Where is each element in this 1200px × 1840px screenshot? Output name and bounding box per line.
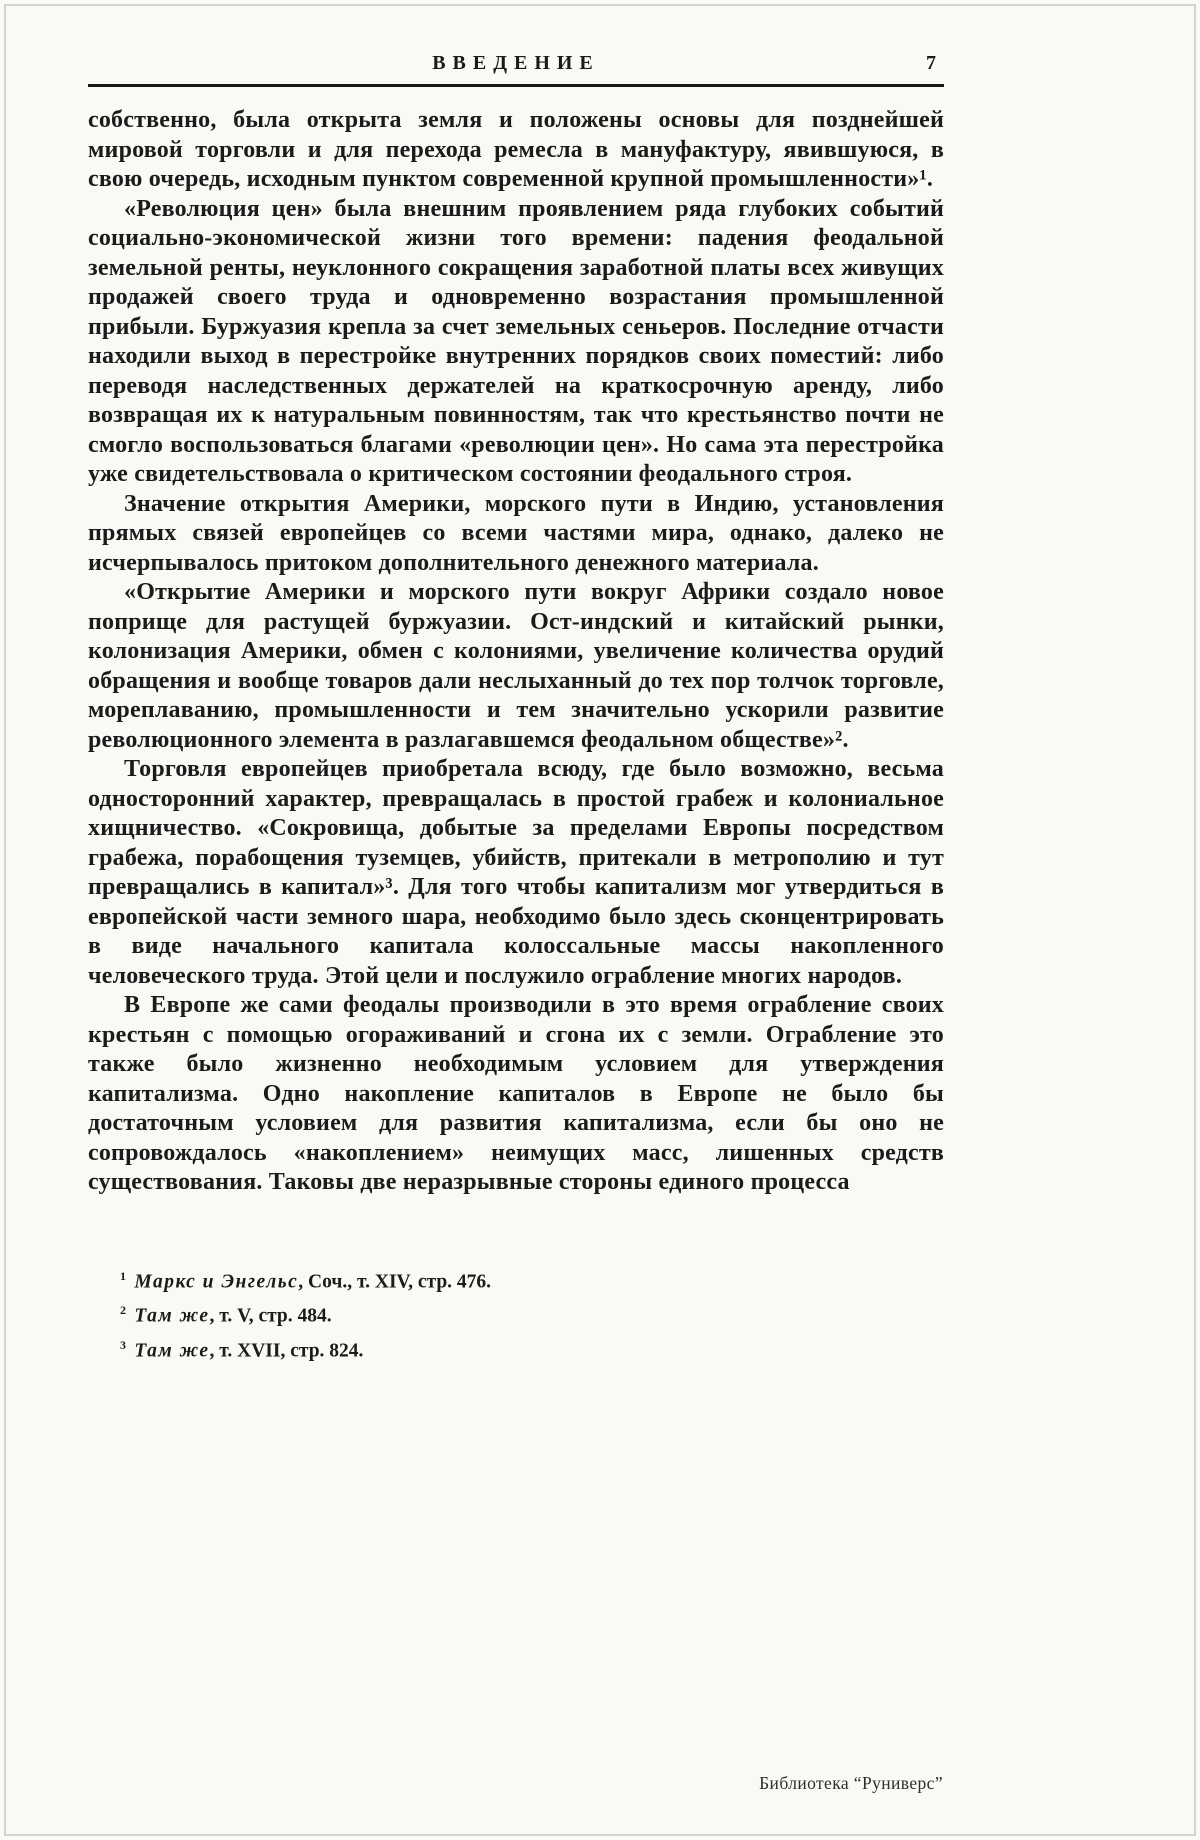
footnote-marker: 2 <box>120 1303 126 1317</box>
page-header <box>88 52 944 80</box>
paragraph: Торговля европейцев приобретала всюду, где было возможно, весьма односторонний характер, превращалась в простой грабеж и колониальное хищничество. «Сокровища, добытые за пределами Европы посредством грабежа, порабощения туземцев, убийств, притекали в метрополию и тут превращались в капитал»³. Для того чтобы капитализм мог утвердиться в европейской части земного шара, необходимо было здесь сконцентрировать в виде начального капитала колоссальные массы накопленного человеческого труда. Этой цели и послужило ограбление многих народов. <box>88 756 944 989</box>
footnotes <box>88 1262 944 1366</box>
footnote-marker: 3 <box>120 1337 126 1352</box>
text-column <box>88 0 944 1365</box>
footnote-text: , т. XVII, стр. 824. <box>209 1340 364 1361</box>
header-rule <box>88 84 944 87</box>
paragraph: Значение открытия Америки, морского пути в Индию, установления прямых связей европейцев со всеми частями мира, однако, далеко не исчерпывалось притоком дополнительного денежного материала. <box>88 490 944 576</box>
paragraph: «Открытие Америки и морского пути вокруг Африки создало новое поприще для растущей буржуазии. Ост-индский и китайский рынки, колонизация Америки, обмен с колониями, увеличение количества орудий обращения и вообще товаров дали неслыханный до тех пор толчок торговле, мореплаванию, промышленности и тем значительно ускорили развитие революционного элемента в разлагавшемся феодальном обществе»². <box>88 579 944 753</box>
footnote <box>120 1296 944 1331</box>
footnote-source: Маркс и Энгельс <box>128 1271 299 1292</box>
paragraph: собственно, была открыта земля и положены основы для позднейшей мировой торговли и для перехода ремесла в мануфактуру, явившуюся, в свою очередь, исходным пунктом современной крупной промышленности»¹. <box>88 107 944 192</box>
footnote-marker: 1 <box>120 1268 126 1283</box>
footnote-text: , Соч., т. XIV, стр. 476. <box>298 1271 492 1292</box>
watermark: Библиотека “Руниверс” <box>759 1773 943 1793</box>
running-title: ВВЕДЕНИЕ <box>432 52 600 74</box>
footnote <box>120 1262 944 1297</box>
footnote-source: Там же <box>128 1305 210 1327</box>
body-text <box>88 106 944 1198</box>
footnote-text: , т. V, стр. 484. <box>209 1305 332 1327</box>
paragraph: В Европе же сами феодалы производили в это время ограбление своих крестьян с помощью огораживаний и сгона их с земли. Ограбление это также было жизненно необходимым условием для утверждения капитализма. Одно накопление капиталов в Европе не было бы достаточным условием для развития капитализма, если бы оно не сопровождалось «накоплением» неимущих масс, лишенных средств существования. Таковы две неразрывные стороны единого процесса <box>88 992 944 1195</box>
page-number: 7 <box>926 52 936 74</box>
footnote <box>120 1331 944 1366</box>
paragraph: «Революция цен» была внешним проявлением ряда глубоких событий социально-экономической жизни того времени: падения феодальной земельной ренты, неуклонного сокращения заработной платы всех живущих продажей своего труда и одновременно возрастания промышленной прибыли. Буржуазия крепла за счет земельных сеньеров. Последние отчасти находили выход в перестройке внутренних порядков своих поместий: либо переводя наследственных держателей на краткосрочную аренду, либо возвращая их к натуральным повинностям, так что крестьянство почти не смогло воспользоваться благами «революции цен». Но сама эта перестройка уже свидетельствовала о критическом состоянии феодального строя. <box>88 195 944 487</box>
footnote-source: Там же <box>128 1340 210 1361</box>
